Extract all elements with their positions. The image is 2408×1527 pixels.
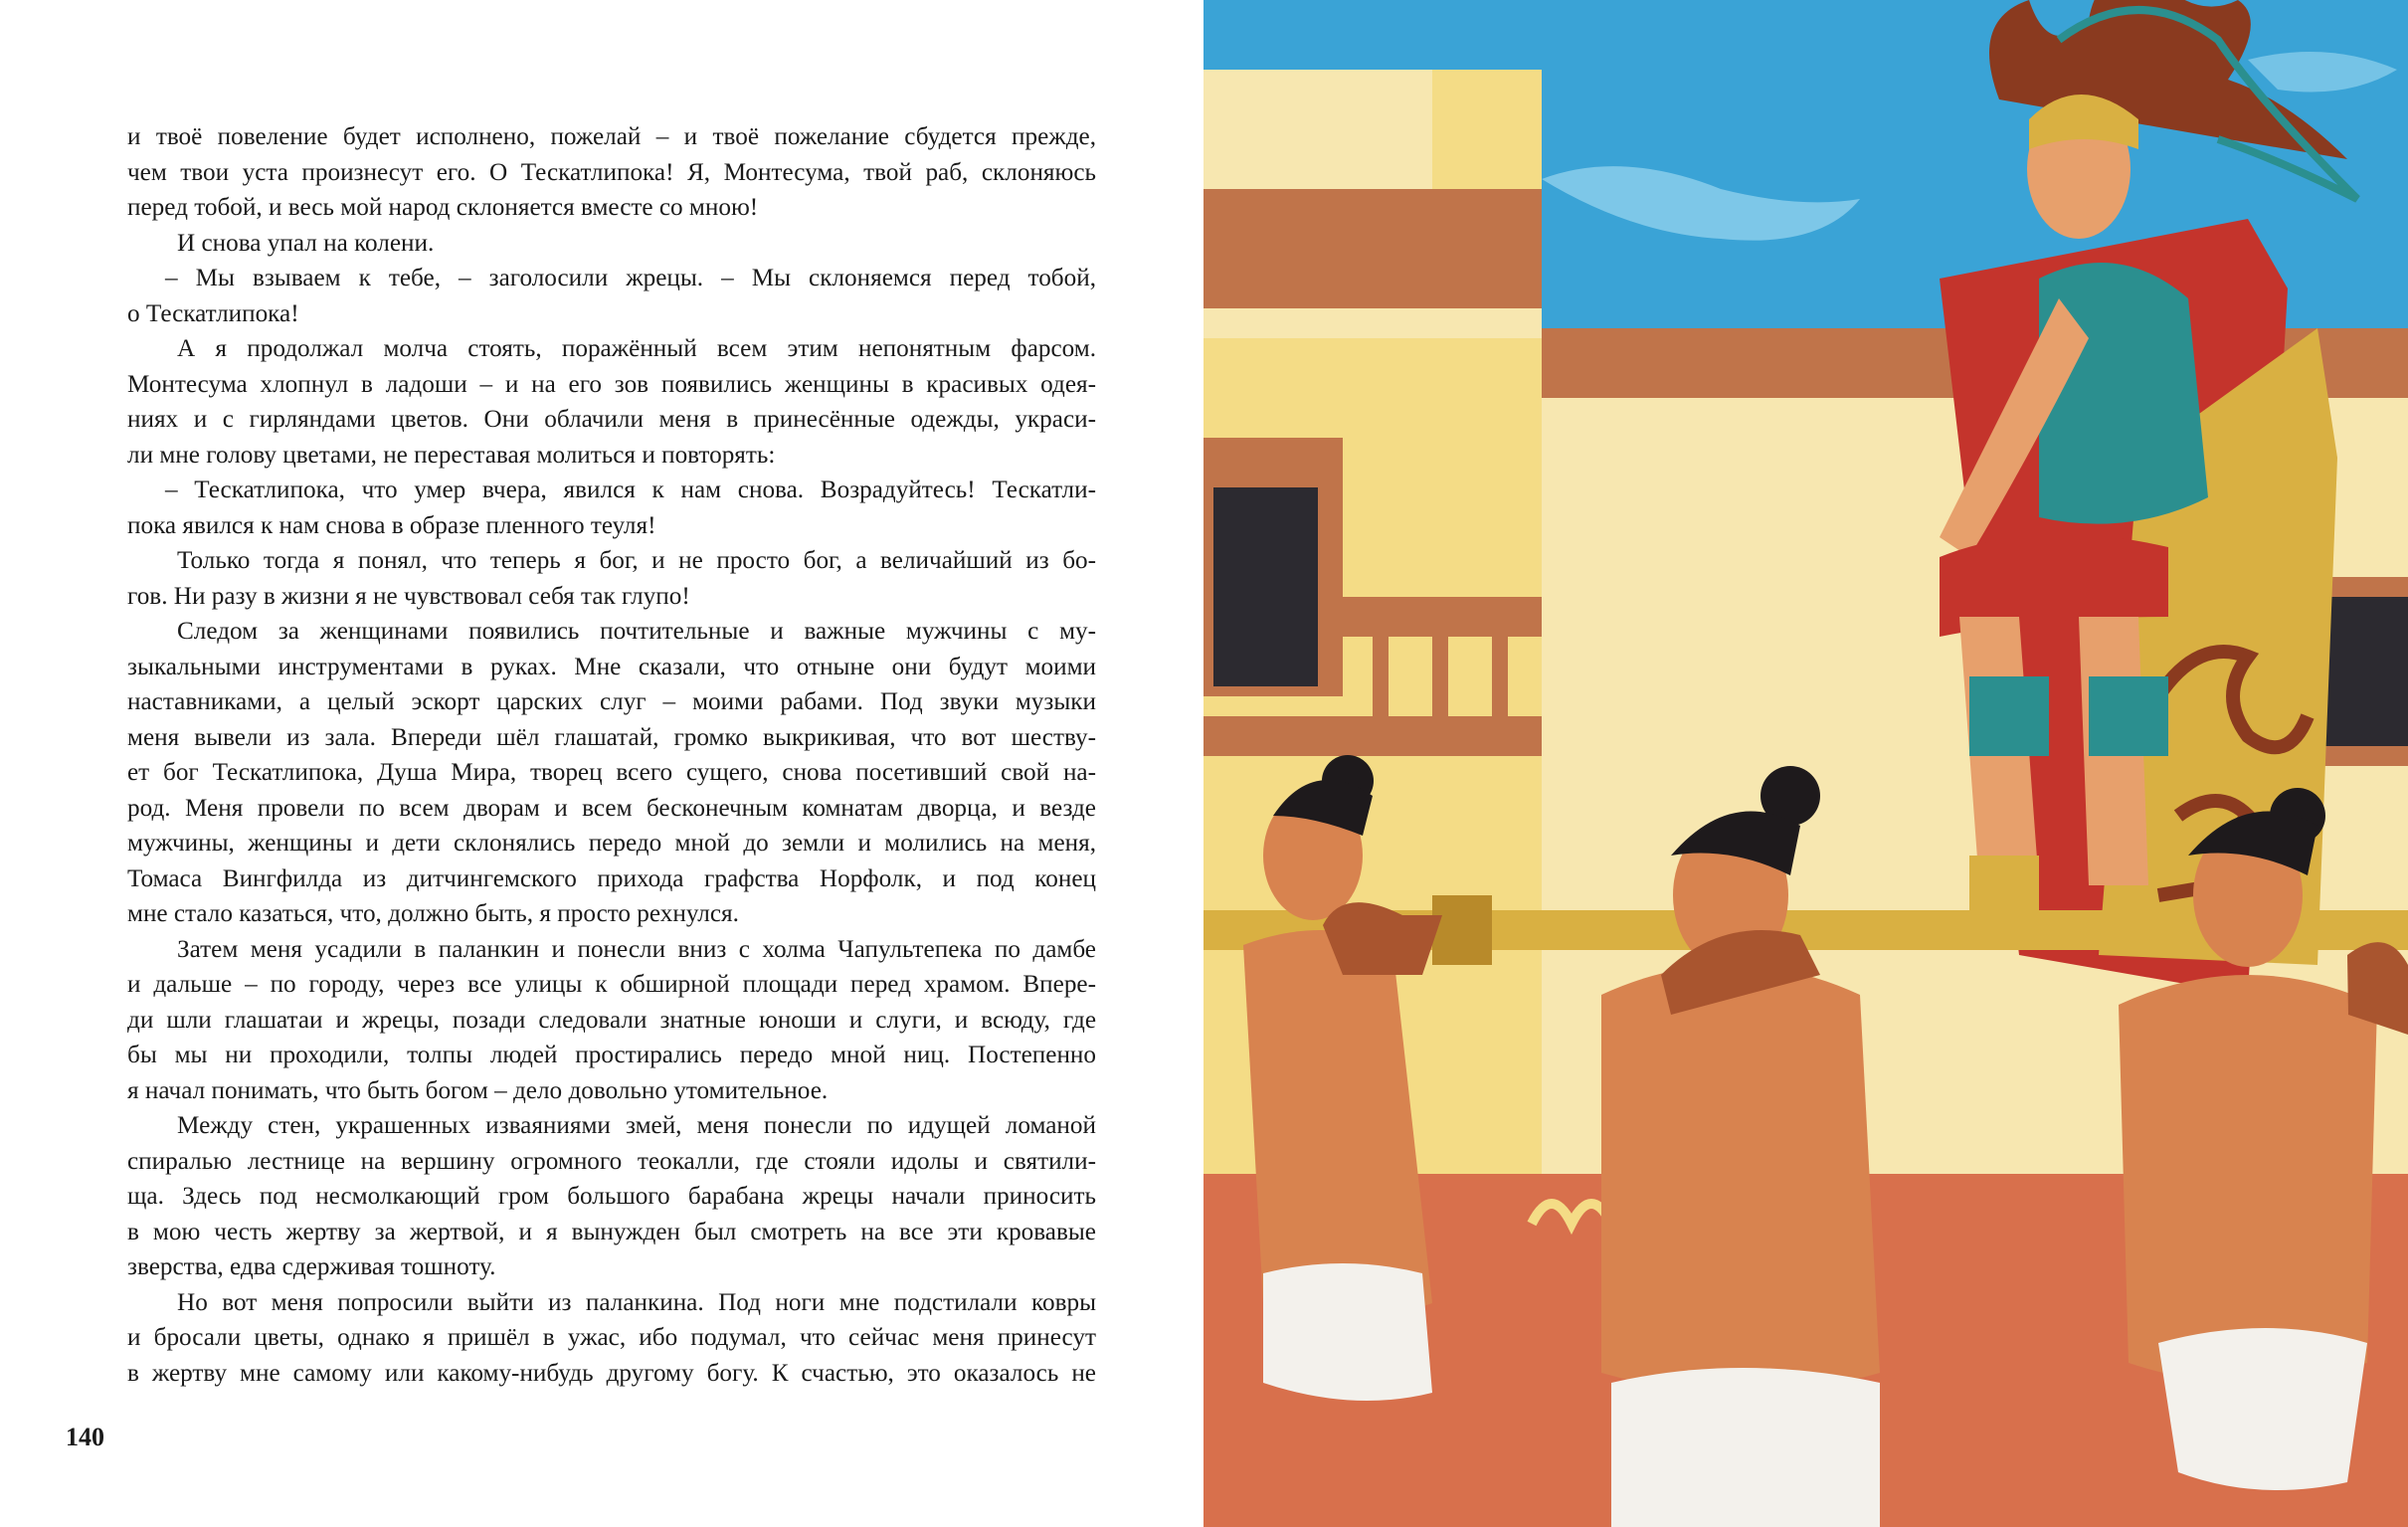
king-sandal — [1969, 856, 2039, 915]
text-line: меня вывели из зала. Впереди шёл глашатай, громко выкрикивая, что вот шеству- — [127, 723, 1096, 751]
text-line: спиралью лестнице на вершину огромного теокалли, где стояли идолы и святили- — [127, 1147, 1096, 1175]
text-line: и бросали цветы, однако я пришёл в ужас, ибо подумал, что сейчас меня принесут — [127, 1324, 1096, 1351]
bearer-body — [1601, 965, 1880, 1393]
text-line: Монтесума хлопнул в ладоши – и на его зов появились женщины в красивых одея- — [127, 370, 1096, 398]
text-line: зыкальными инструментами в руках. Мне сказали, что отныне они будут моими — [127, 653, 1096, 680]
left-building-band — [1204, 308, 1542, 338]
pole-end — [1432, 895, 1492, 965]
text-line: и твоё повеление будет исполнено, пожелай – и твоё пожелание сбудется прежде, — [127, 123, 1096, 150]
king-tunic — [2039, 263, 2208, 524]
text-line: я начал понимать, что быть богом – дело довольно утомительное. — [127, 1076, 829, 1104]
text-line: о Тескатлипока! — [127, 299, 299, 327]
text-line: в мою честь жертву за жертвой, и я вынужден был смотреть на все эти кровавые — [127, 1218, 1096, 1245]
text-line: ли мне голову цветами, не переставая молиться и повторять: — [127, 441, 776, 469]
text-line: ди шли глашатаи и жрецы, позади следовали знатные юноши и слуги, и всюду, где — [127, 1006, 1096, 1034]
text-line: бы мы ни проходили, толпы людей простирались передо мной ниц. Постепенно — [127, 1042, 1096, 1068]
text-line: наставниками, а целый эскорт царских слуг – моими рабами. Под звуки музыки — [127, 688, 1096, 715]
text-line: перед тобой, и весь мой народ склоняется вместе со мною! — [127, 194, 759, 221]
text-line: Но вот меня попросили выйти из паланкина. Под ноги мне подстилали ковры — [177, 1288, 1096, 1316]
king-boot — [2089, 676, 2168, 756]
bearer-loincloth — [1263, 1263, 1432, 1401]
text-line: И снова упал на колени. — [177, 229, 435, 257]
text-line: – Мы взываем к тебе, – заголосили жрецы. – Мы склоняемся перед тобой, — [165, 265, 1096, 291]
text-line: – Тескатлипока, что умер вчера, явился к нам снова. Возрадуйтесь! Тескатли- — [165, 477, 1096, 503]
illustration-panel — [1204, 0, 2408, 1527]
text-line: А я продолжал молча стоять, поражённый всем этим непонятным фарсом. — [177, 335, 1096, 362]
text-line: мужчины, женщины и дети склонялись передо мной до земли и молились на меня, — [127, 830, 1096, 857]
left-building-upper — [1204, 70, 1432, 189]
text-line: ет бог Тескатлипока, Душа Мира, творец всего сущего, снова посетивший свой на- — [127, 759, 1096, 786]
text-line: пока явился к нам снова в образе пленного теуля! — [127, 511, 656, 539]
text-line: ща. Здесь под несмолкающий гром большого барабана жрецы начали приносить — [127, 1183, 1096, 1210]
text-line: чем твои уста произнесут его. О Тескатлипока! Я, Монтесума, твой раб, склоняюсь — [127, 158, 1096, 186]
bearer-body — [2119, 975, 2377, 1383]
left-balcony — [1343, 597, 1542, 637]
left-window — [1213, 487, 1318, 686]
text-line: род. Меня провели по всем дворам и всем бесконечным комнатам дворца, и везде — [127, 794, 1096, 822]
left-building-roof — [1204, 189, 1542, 308]
text-line: Затем меня усадили в паланкин и понесли вниз с холма Чапультепека по дамбе — [177, 935, 1096, 963]
text-line: и дальше – по городу, через все улицы к обширной площади перед храмом. Впере- — [127, 971, 1096, 998]
text-line: в жертву мне самому или какому-нибудь другому богу. К счастью, это оказалось не — [127, 1359, 1096, 1387]
text-line: ниях и с гирляндами цветов. Они облачили меня в принесённые одежды, украси- — [127, 406, 1096, 433]
text-line: Томаса Вингфилда из дитчингемского прихода графства Норфолк, и под конец — [127, 864, 1096, 892]
bearer-loincloth — [1611, 1368, 1880, 1527]
bearer-loincloth — [2158, 1328, 2367, 1490]
text-line: гов. Ни разу в жизни я не чувствовал себя так глупо! — [127, 582, 690, 610]
text-line: Только тогда я понял, что теперь я бог, и не просто бог, а величайший из бо- — [177, 547, 1096, 574]
king-boot — [1969, 676, 2049, 756]
body-text — [127, 119, 1096, 1391]
text-line: Следом за женщинами появились почтительные и важные мужчины с му- — [177, 618, 1096, 645]
left-lower-wall — [1204, 716, 1542, 756]
text-line: мне стало казаться, что, должно быть, я просто рехнулся. — [127, 900, 739, 927]
palanquin-illustration — [1204, 0, 2408, 1527]
text-line: зверства, едва сдерживая тошноту. — [127, 1253, 496, 1280]
text-line: Между стен, украшенных изваяниями змей, меня понесли по идущей ломаной — [177, 1112, 1096, 1139]
page-number: 140 — [66, 1423, 104, 1451]
